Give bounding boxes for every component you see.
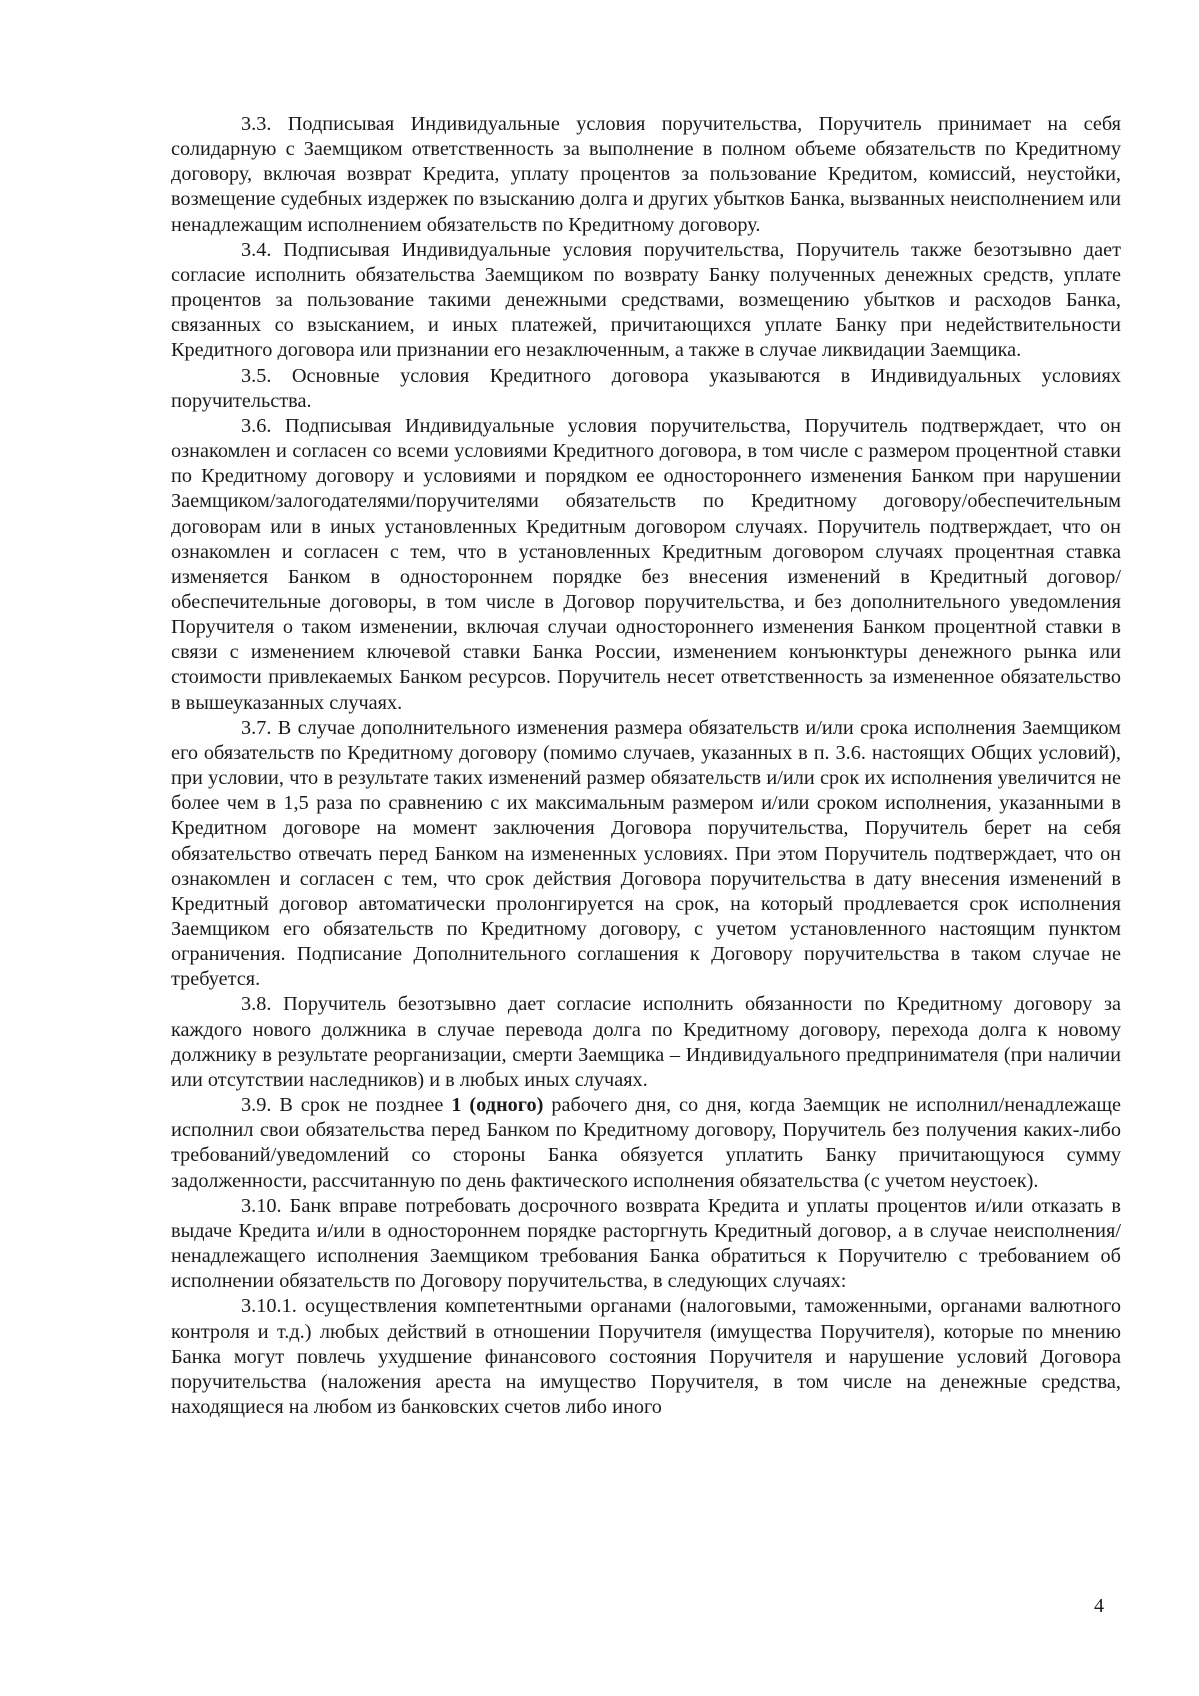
paragraph-3-6: 3.6. Подписывая Индивидуальные условия поручительства, Поручитель подтверждает, что он ознакомлен и согласен со всеми условиями Кредитного договора, в том числе с размером процентной ставки по Кредитному договору и условиями и порядком ее одностороннего изменения Банком при нарушении Заемщиком/залогодателями/поручителями обязательств по Кредитному договору/обеспечительным договорам или в иных установленных Кредитным договором случаях. Поручитель подтверждает, что он ознакомлен и согласен с тем, что в установленных Кредитным договором случаях процентная ставка изменяется Банком в одностороннем порядке без внесения изменений в Кредитный договор/обеспечительные договоры, в том числе в Договор поручительства, и без дополнительного уведомления Поручителя о таком изменении, включая случаи одностороннего изменения Банком процентной ставки в связи с изменением ключевой ставки Банка России, изменением конъюнктуры денежного рынка или стоимости привлекаемых Банком ресурсов. Поручитель несет ответственность за измененное обязательство в вышеуказанных случаях. xyxy=(171,414,1121,714)
paragraph-3-9-bold-term: 1 (одного) xyxy=(451,1094,544,1117)
document-body xyxy=(171,112,1121,1420)
paragraph-3-7: 3.7. В случае дополнительного изменения размера обязательств и/или срока исполнения Заемщиком его обязательств по Кредитному договору (помимо случаев, указанных в п. 3.6. настоящих Общих условий), при условии, что в результате таких изменений размер обязательств и/или срок их исполнения увеличится не более чем в 1,5 раза по сравнению с их максимальным размером и/или сроком исполнения, указанными в Кредитном договоре на момент заключения Договора поручительства, Поручитель берет на себя обязательство отвечать перед Банком на измененных условиях. При этом Поручитель подтверждает, что он ознакомлен и согласен с тем, что срок действия Договора поручительства в дату внесения изменений в Кредитный договор автоматически пролонгируется на срок, на который продлевается срок исполнения Заемщиком его обязательств по Кредитному договору, с учетом установленного настоящим пунктом ограничения. Подписание Дополнительного соглашения к Договору поручительства в таком случае не требуется. xyxy=(171,716,1121,991)
paragraph-3-3: 3.3. Подписывая Индивидуальные условия поручительства, Поручитель принимает на себя солидарную с Заемщиком ответственность за выполнение в полном объеме обязательств по Кредитному договору, включая возврат Кредита, уплату процентов за пользование Кредитом, комиссий, неустойки, возмещение судебных издержек по взысканию долга и других убытков Банка, вызванных неисполнением или ненадлежащим исполнением обязательств по Кредитному договору. xyxy=(171,113,1121,236)
paragraph-3-10-1: 3.10.1. осуществления компетентными органами (налоговыми, таможенными, органами валютного контроля и т.д.) любых действий в отношении Поручителя (имущества Поручителя), которые по мнению Банка могут повлечь ухудшение финансового состояния Поручителя и нарушение условий Договора поручительства (наложения ареста на имущество Поручителя, в том числе на денежные средства, находящиеся на любом из банковских счетов либо иного xyxy=(171,1295,1121,1418)
page-number: 4 xyxy=(1094,1595,1104,1617)
paragraph-3-5: 3.5. Основные условия Кредитного договора указываются в Индивидуальных условиях поручительства. xyxy=(171,364,1121,412)
paragraph-3-9-text-after: рабочего дня, со дня, когда Заемщик не исполнил/ненадлежаще исполнил свои обязательства перед Банком по Кредитному договору, Поручитель без получения каких-либо требований/уведомлений со стороны Банка обязуется уплатить Банку причитающуюся сумму задолженности, рассчитанную по день фактического исполнения обязательства (с учетом неустоек). xyxy=(171,1094,1121,1192)
paragraph-3-10: 3.10. Банк вправе потребовать досрочного возврата Кредита и уплаты процентов и/или отказать в выдаче Кредита и/или в одностороннем порядке расторгнуть Кредитный договор, а в случае неисполнения/ненадлежащего исполнения Заемщиком требования Банка обратиться к Поручителю с требованием об исполнении обязательств по Договору поручительства, в следующих случаях: xyxy=(171,1194,1121,1293)
paragraph-3-8: 3.8. Поручитель безотзывно дает согласие исполнить обязанности по Кредитному договору за каждого нового должника в случае перевода долга по Кредитному договору, перехода долга к новому должнику в результате реорганизации, смерти Заемщика – Индивидуального предпринимателя (при наличии или отсутствии наследников) и в любых иных случаях. xyxy=(171,993,1121,1091)
paragraph-3-9-text-before: 3.9. В срок не позднее xyxy=(241,1094,452,1117)
paragraph-3-4: 3.4. Подписывая Индивидуальные условия поручительства, Поручитель также безотзывно дает согласие исполнить обязательства Заемщиком по возврату Банку полученных денежных средств, уплате процентов за пользование такими денежными средствами, возмещению убытков и расходов Банка, связанных со взысканием, и иных платежей, причитающихся уплате Банку при недействительности Кредитного договора или признании его незаключенным, а также в случае ликвидации Заемщика. xyxy=(171,238,1121,362)
paragraph-3-9 xyxy=(171,1093,1121,1194)
